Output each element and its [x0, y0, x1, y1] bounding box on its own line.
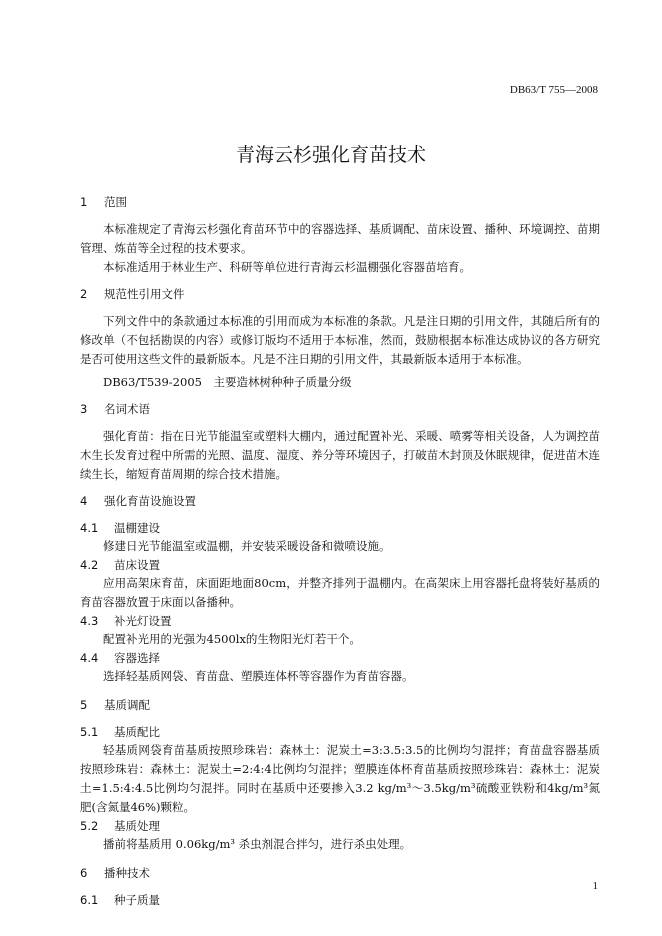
section-title: 名词术语 [104, 402, 150, 416]
section-number: 5 [80, 698, 88, 712]
section-6-heading [80, 864, 600, 883]
subsection-6-1-heading [80, 891, 600, 909]
paragraph: 播前将基质用 0.06kg/m³ 杀虫剂混合拌匀，进行杀虫处理。 [103, 837, 412, 851]
reference-entry: DB63/T539-2005 主要造林树种种子质量分级 [103, 375, 352, 389]
section-title: 播种技术 [104, 866, 150, 880]
subsection-number: 5.1 [80, 725, 99, 739]
section-1-heading [80, 193, 600, 212]
section-number: 6 [80, 866, 88, 880]
standard-code: DB63/T 755—2008 [509, 84, 598, 96]
paragraph: 轻基质网袋育苗基质按照珍珠岩：森林土：泥炭土=3:3.5:3.5的比例均匀混拌；育苗盘容器基质按照珍珠岩：森林土：泥炭土=2:4:4比例均匀混拌；塑膜连体杯育苗基质按照珍珠岩：森林土：泥炭土=1.5:4:4.5比例均匀混拌。同时在基质中还要掺入3.2 kg/m³～3.5kg/m³硫酸亚铁粉和4kg/m³氮肥(含氮量46%)颗粒。 [80, 743, 600, 814]
section-title: 基质调配 [104, 698, 150, 712]
subsection-number: 4.4 [80, 651, 99, 665]
subsection-title: 基质配比 [114, 725, 160, 739]
document-title: 青海云杉强化育苗技术 [235, 144, 426, 166]
section-number: 1 [80, 195, 88, 209]
paragraph: 本标准规定了青海云杉强化育苗环节中的容器选择、基质调配、苗床设置、播种、环境调控、苗期管理、炼苗等全过程的技术要求。 [80, 222, 600, 255]
section-number: 2 [80, 287, 88, 301]
subsection-number: 5.2 [80, 819, 99, 833]
paragraph: 应用高架床育苗，床面距地面80cm，并整齐排列于温棚内。在高架床上用容器托盘将装好基质的育苗容器放置于床面以备播种。 [80, 576, 600, 609]
subsection-title: 容器选择 [114, 651, 160, 665]
subsection-5-2-heading [80, 817, 600, 835]
subsection-4-2-heading [80, 556, 600, 574]
subsection-number: 6.1 [80, 893, 99, 907]
paragraph: 下列文件中的条款通过本标准的引用而成为本标准的条款。凡是注日期的引用文件，其随后所有的修改单（不包括勘误的内容）或修订版均不适用于本标准，然而，鼓励根据本标准达成协议的各方研究是否可使用这些文件的最新版本。凡是不注日期的引用文件，其最新版本适用于本标准。 [80, 314, 600, 366]
section-title: 强化育苗设施设置 [104, 494, 196, 508]
paragraph: 配置补光用的光强为4500lx的生物阳光灯若干个。 [103, 632, 361, 646]
subsection-title: 苗床设置 [114, 558, 160, 572]
section-4-heading [80, 492, 600, 511]
page-number: 1 [592, 880, 598, 892]
subsection-number: 4.1 [80, 521, 99, 535]
section-3-heading [80, 400, 600, 419]
section-number: 3 [80, 402, 88, 416]
subsection-title: 补光灯设置 [114, 614, 172, 628]
paragraph: 选择轻基质网袋、育苗盘、塑膜连体杯等容器作为育苗容器。 [103, 669, 414, 683]
section-5-heading [80, 696, 600, 715]
subsection-number: 4.3 [80, 614, 99, 628]
subsection-number: 4.2 [80, 558, 99, 572]
section-title: 范围 [104, 195, 127, 209]
paragraph: 修建日光节能温室或温棚，并安装采暖设备和微喷设施。 [103, 539, 391, 553]
paragraph: 强化育苗：指在日光节能温室或塑料大棚内，通过配置补光、采暖、喷雾等相关设备，人为调控苗木生长发育过程中所需的光照、温度、湿度、养分等环境因子，打破苗木封顶及休眠规律，促进苗木连续生长，缩短育苗周期的综合技术措施。 [80, 429, 600, 481]
paragraph: 本标准适用于林业生产、科研等单位进行青海云杉温棚强化容器苗培育。 [103, 260, 471, 274]
subsection-4-3-heading [80, 612, 600, 630]
subsection-4-1-heading [80, 519, 600, 537]
section-title: 规范性引用文件 [104, 287, 185, 301]
subsection-title: 温棚建设 [114, 521, 160, 535]
document-body [80, 193, 600, 909]
subsection-5-1-heading [80, 723, 600, 741]
subsection-4-4-heading [80, 649, 600, 667]
subsection-title: 种子质量 [114, 893, 160, 907]
section-2-heading [80, 285, 600, 304]
subsection-title: 基质处理 [114, 819, 160, 833]
section-number: 4 [80, 494, 88, 508]
